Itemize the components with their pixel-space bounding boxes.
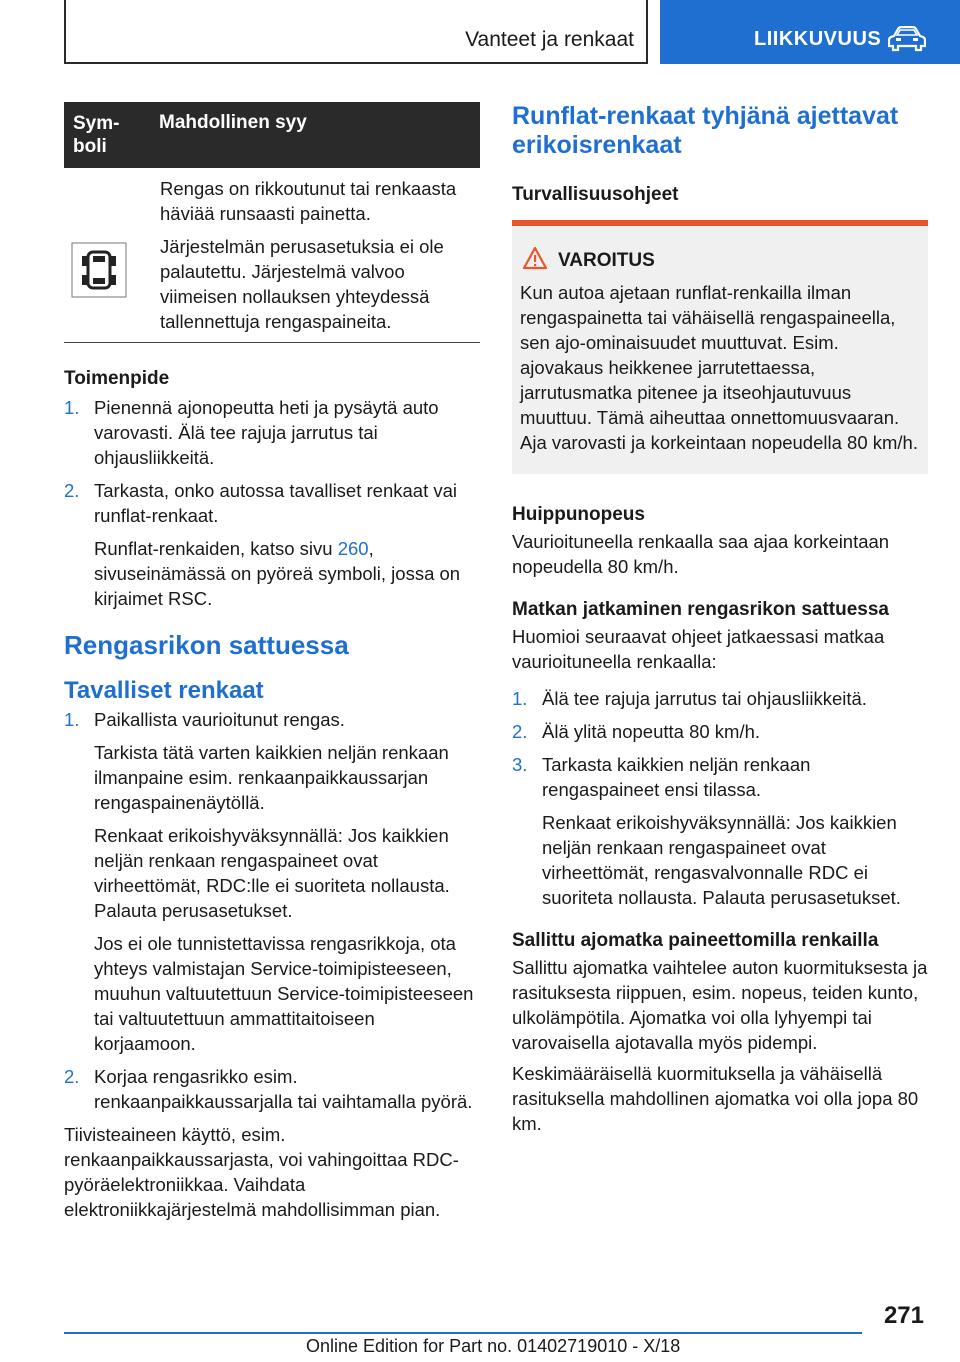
list-item — [512, 686, 928, 711]
right-flow — [512, 502, 928, 1136]
page-number: 271 — [883, 1302, 924, 1329]
range-heading: Sallittu ajomatka paineettomilla renkailla — [512, 930, 879, 951]
continue-heading: Matkan jatkaminen rengasrikon sattuessa — [512, 599, 889, 620]
list-number: 2. — [64, 480, 80, 501]
list-item — [512, 752, 928, 910]
list-subtext: Tarkista tätä varten kaikkien neljän renkaan ilmanpaine esim. renkaanpaikkaussarjan rengaspainenäytöllä. — [94, 742, 449, 813]
col-cause-header: Mahdollinen syy — [159, 112, 307, 133]
footer-divider — [64, 1332, 862, 1334]
runflat-heading: Runflat-renkaat tyhjänä ajettavat erikoisrenkaat — [512, 102, 899, 159]
car-icon — [888, 26, 926, 57]
list-number: 2. — [512, 721, 528, 742]
warning-text: Kun autoa ajetaan runflat-renkailla ilman rengaspainetta tai vähäisellä rengaspaineella, sen ajo-ominaisuudet muuttuvat. Esim. ajovakaus heikkenee jarrutettaessa, jarrutusmatka pitenee ja itseohjautuvuus muuttuu. Tämä aiheuttaa onnettomuusvaaran. Aja varovasti ja korkeintaan nopeudella 80 km/h. — [520, 282, 918, 453]
subsection-heading: Tavalliset renkaat — [64, 677, 264, 704]
cause-paragraph-1: Rengas on rikkoutunut tai renkaasta häviää runsaasti painetta. — [160, 178, 457, 224]
list-item — [512, 719, 928, 744]
chapter-tab[interactable] — [660, 0, 960, 64]
section-heading: Rengasrikon sattuessa — [64, 630, 349, 660]
range-paragraph-2: Keskimääräisellä kuormituksella ja vähäisellä rasituksella mahdollinen ajomatka voi olla jopa 80 km. — [512, 1063, 919, 1134]
list-text: Paikallista vaurioitunut rengas. — [94, 709, 345, 730]
list-item — [64, 1064, 480, 1114]
list-subtext: Renkaat erikoishyväksynnällä: Jos kaikkien neljän renkaan rengaspaineet ovat virheettömät, RDC:lle ei suoriteta nollausta. Palauta perusasetukset. — [94, 825, 450, 921]
speed-paragraph: Vaurioituneella renkaalla saa ajaa korkeintaan nopeudella 80 km/h. — [512, 531, 890, 577]
list-subtext: Runflat-renkaiden, katso sivu 260, sivuseinämässä on pyöreä symboli, jossa on kirjaimet RSC. — [94, 538, 461, 609]
range-paragraph-1: Sallittu ajomatka vaihtelee auton kuormituksesta ja rasituksesta riippuen, esim. nopeus, teiden kunto, ulkolämpötila. Ajomatka voi olla lyhyempi tai varovaisella ajotavalla myös pidempi. — [512, 957, 928, 1053]
col-symbol-header: Sym- boli — [73, 113, 120, 157]
footer-edition: Online Edition for Part no. 01402719010 - X/18 — [306, 1336, 681, 1356]
list-subtext: Jos ei ole tunnistettavissa rengasrikkoja, ota yhteys valmistajan Service-toimipisteeseen, muuhun valtuutettuun Service-toimipisteeseen tai valtuutettuun ammattitaitoiseen korjaamoon. — [94, 933, 474, 1054]
list-text: Älä ylitä nopeutta 80 km/h. — [542, 721, 761, 742]
list-item — [64, 478, 480, 611]
warning-box — [512, 220, 928, 474]
safety-heading: Turvallisuusohjeet — [512, 184, 679, 205]
warning-triangle-icon — [522, 246, 548, 275]
list-text: Tarkasta, onko autossa tavalliset renkaat vai runflat-renkaat. — [94, 480, 457, 526]
table-header — [64, 102, 480, 168]
list-number: 1. — [64, 709, 80, 730]
tire-pressure-warning-icon — [71, 242, 127, 303]
section-title: Vanteet ja renkaat — [465, 28, 634, 51]
right-column — [512, 102, 928, 453]
list-text: Pienennä ajonopeutta heti ja pysäytä auto varovasti. Älä tee rajuja jarrutus tai ohjausliikkeitä. — [94, 397, 439, 468]
cause-text-block — [160, 176, 482, 334]
left-flow — [64, 366, 480, 1222]
list-text: Älä tee rajuja jarrutus tai ohjausliikkeitä. — [542, 688, 867, 709]
list-item — [64, 707, 480, 1056]
chapter-title: LIIKKUVUUS — [754, 28, 882, 50]
closing-paragraph: Tiivisteaineen käyttö, esim. renkaanpaikkaussarjasta, voi vahingoittaa RDC-pyöräelektroniikkaa. Vaihdata elektroniikkajärjestelmä mahdollisimman pian. — [64, 1124, 459, 1220]
cause-paragraph-2: Järjestelmän perusasetuksia ei ole palautettu. Järjestelmä valvoo viimeisen nollauksen yhteydessä tallennettuja rengaspaineita. — [160, 236, 444, 332]
continue-paragraph: Huomioi seuraavat ohjeet jatkaessasi matkaa vaurioituneella renkaalla: — [512, 626, 885, 672]
list-number: 1. — [512, 688, 528, 709]
page-link[interactable]: 260 — [337, 538, 369, 559]
speed-heading: Huippunopeus — [512, 504, 645, 525]
list-number: 3. — [512, 754, 528, 775]
list-item — [64, 395, 480, 470]
list-subtext: Renkaat erikoishyväksynnällä: Jos kaikkien neljän renkaan rengaspaineet ovat virheettömät, rengasvalvonnalle RDC ei suoriteta nollausta. Palauta perusasetukset. — [542, 812, 901, 908]
list-text: Tarkasta kaikkien neljän renkaan rengaspaineet ensi tilassa. — [542, 754, 811, 800]
list-number: 2. — [64, 1066, 80, 1087]
list-number: 1. — [64, 397, 80, 418]
list-text: Korjaa rengasrikko esim. renkaanpaikkaussarjalla tai vaihtamalla pyörä. — [94, 1066, 473, 1112]
toimenpide-heading: Toimenpide — [64, 368, 170, 389]
warning-title: VAROITUS — [558, 250, 655, 271]
